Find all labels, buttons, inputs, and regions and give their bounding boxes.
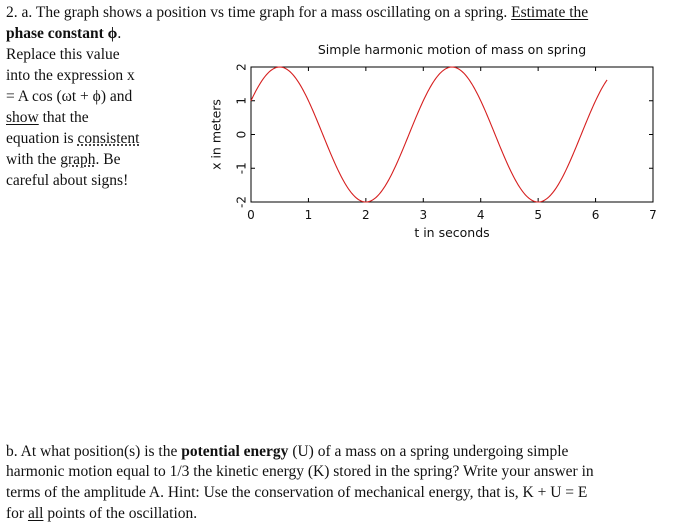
part-b-line-1 <box>6 442 692 463</box>
part-b-line-3: terms of the amplitude A. Hint: Use the conservation of mechanical energy, that is, K + U = E <box>6 484 588 501</box>
part-b-l1b: (U) of a mass on a spring undergoing simple <box>288 443 569 460</box>
y-tick-label: -2 <box>234 196 249 208</box>
part-b-l1a: b. At what position(s) is the <box>6 443 182 460</box>
question-line-6 <box>6 150 121 170</box>
y-axis-label: x in meters <box>208 99 224 170</box>
estimate-link: Estimate the <box>511 4 589 21</box>
question-line-2: into the expression x <box>6 67 135 84</box>
x-tick-label: 5 <box>534 208 542 222</box>
part-b-line-2: harmonic motion equal to 1/3 the kinetic energy (K) stored in the spring? Write your answer in <box>6 463 594 480</box>
question-line-7: careful about signs! <box>6 172 129 189</box>
plot-frame <box>251 67 653 202</box>
x-axis-label: t in seconds <box>414 225 490 240</box>
question-intro: 2. a. The graph shows a position vs time graph for a mass oscillating on a spring. <box>6 4 508 21</box>
x-tick-label: 3 <box>419 208 428 222</box>
all-word: all <box>27 505 44 522</box>
with-prefix: with the <box>6 151 61 168</box>
y-tick-label: 0 <box>234 130 249 139</box>
question-line-1: Replace this value <box>6 46 120 63</box>
shm-chart <box>200 36 670 246</box>
x-tick-label: 4 <box>476 208 485 222</box>
question-line-5 <box>6 129 139 149</box>
show-rest: that the <box>38 109 89 126</box>
question-line-3: = A cos (ωt + ϕ) and <box>6 88 133 105</box>
x-tick-label: 7 <box>649 208 657 222</box>
phase-constant: phase constant ϕ <box>6 25 118 42</box>
x-tick-label: 2 <box>362 208 370 222</box>
x-tick-label: 0 <box>247 208 255 222</box>
question-line-4 <box>6 108 89 128</box>
potential-energy: potential energy <box>181 443 289 460</box>
phase-constant-line <box>6 24 121 44</box>
question-intro-line <box>6 3 588 23</box>
show-word: show <box>6 109 39 126</box>
graph-word: graph <box>60 151 96 168</box>
consistent-word: consistent <box>77 130 140 147</box>
series-line <box>251 67 607 202</box>
y-tick-label: 1 <box>234 96 249 105</box>
y-tick-label: -1 <box>234 162 249 175</box>
chart-title: Simple harmonic motion of mass on spring <box>317 42 587 57</box>
part-b-l4b: points of the oscillation. <box>43 505 198 522</box>
phase-period: . <box>117 25 122 42</box>
x-tick-label: 1 <box>304 208 313 222</box>
part-b-line-4 <box>6 504 692 525</box>
y-tick-label: 2 <box>234 63 249 71</box>
part-b-l4a: for <box>6 505 28 522</box>
with-suffix: . Be <box>95 151 121 168</box>
consistent-prefix: equation is <box>6 130 78 147</box>
x-tick-label: 6 <box>591 208 600 222</box>
